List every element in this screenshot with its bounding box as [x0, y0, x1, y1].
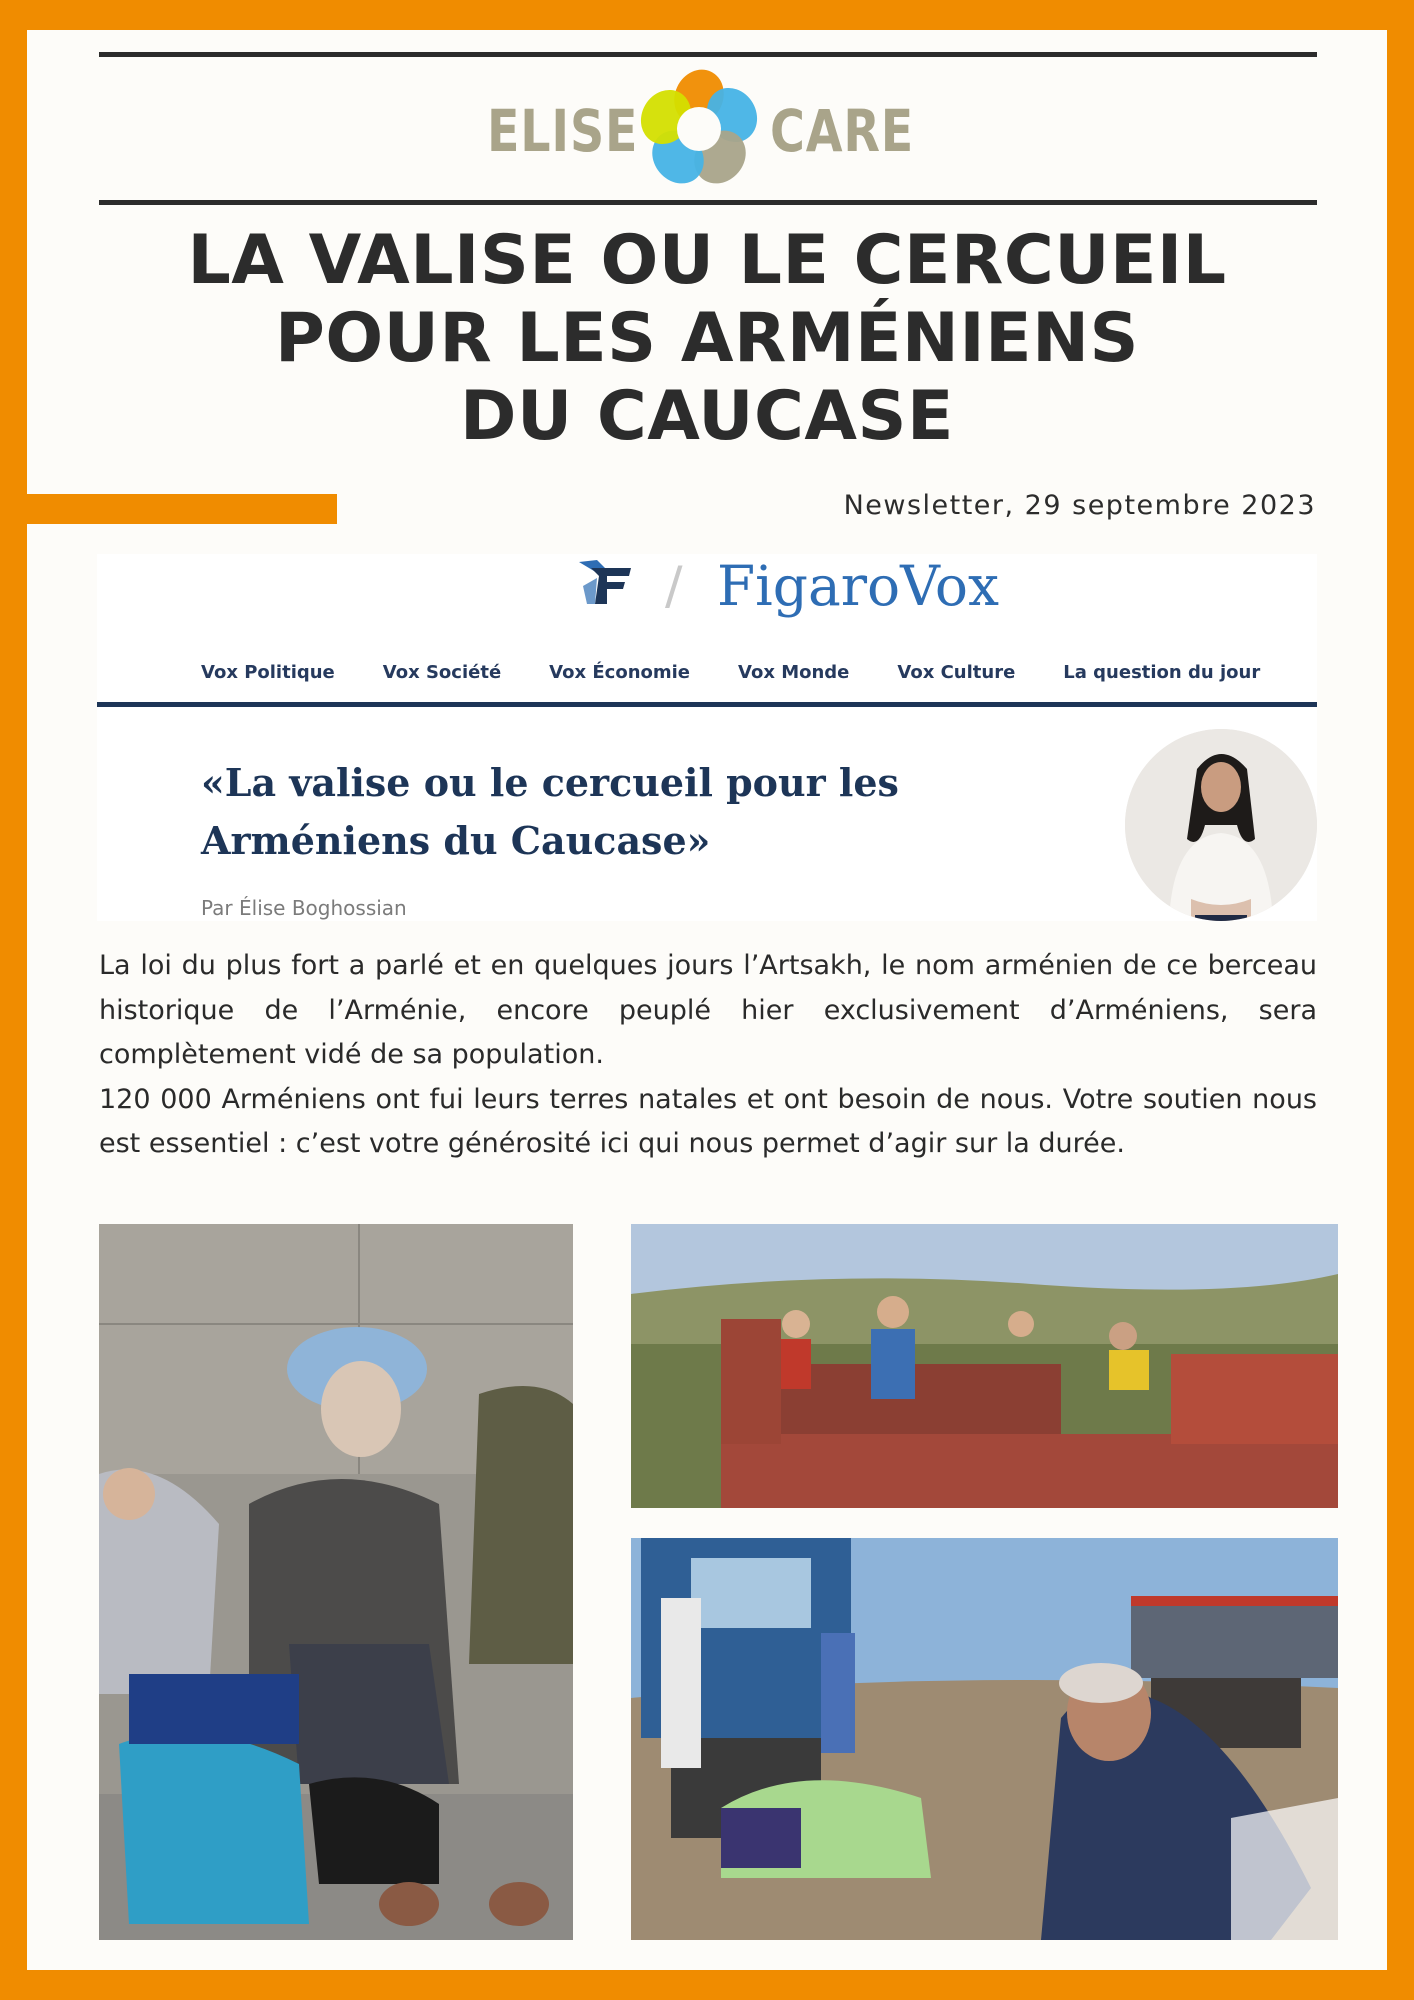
photo-elderly-woman	[99, 1224, 573, 1940]
photo-man-tractor	[631, 1538, 1338, 1940]
accent-bar	[27, 494, 337, 524]
headline-line: Arméniens du Caucase»	[201, 818, 711, 863]
figarovox-name: FigaroVox	[717, 554, 999, 618]
flower-logo-icon	[636, 67, 762, 189]
header-top-rule	[99, 52, 1317, 57]
elise-care-logo	[480, 63, 915, 193]
newsletter-date: Newsletter, 29 septembre 2023	[843, 490, 1316, 521]
nav-vox-economie[interactable]: Vox Économie	[549, 662, 691, 683]
man-tractor-illustration	[631, 1538, 1338, 1940]
body-paragraph: 120 000 Arméniens ont fui leurs terres natales et ont besoin de nous. Votre soutien nous est essentiel : c’est votre générosité ici qui nous permet d’agir sur la durée.	[99, 1083, 1317, 1159]
figarovox-nav	[201, 662, 1260, 683]
photo-children-truck	[631, 1224, 1338, 1508]
body-paragraph: La loi du plus fort a parlé et en quelques jours l’Artsakh, le nom arménien de ce berceau historique de l’Arménie, encore peuplé hier exclusivement d’Arméniens, sera complètement vidé de sa population.	[99, 950, 1317, 1070]
figarovox-article-card[interactable]	[97, 554, 1317, 921]
author-portrait-icon	[1125, 729, 1317, 921]
nav-vox-societe[interactable]: Vox Société	[382, 662, 502, 683]
title-line: POUR LES ARMÉNIENS	[275, 299, 1139, 378]
nav-question-du-jour[interactable]: La question du jour	[1063, 662, 1261, 683]
figaro-bird-icon	[577, 556, 637, 610]
title-line: LA VALISE OU LE CERCUEIL	[187, 221, 1227, 300]
header-bottom-rule	[99, 200, 1317, 205]
article-byline: Par Élise Boghossian	[201, 896, 407, 920]
logo-text-right: CARE	[770, 97, 915, 165]
figarovox-masthead	[577, 554, 1117, 632]
nav-vox-monde[interactable]: Vox Monde	[738, 662, 850, 683]
masthead-slash: /	[665, 556, 683, 616]
nav-vox-politique[interactable]: Vox Politique	[201, 662, 335, 683]
nav-vox-culture[interactable]: Vox Culture	[897, 662, 1016, 683]
article-body	[99, 944, 1317, 1167]
author-avatar	[1125, 729, 1317, 921]
elderly-woman-illustration	[99, 1224, 573, 1940]
article-headline[interactable]	[201, 754, 961, 870]
page-title	[0, 222, 1414, 456]
nav-underline	[97, 702, 1317, 707]
children-truck-illustration	[631, 1224, 1338, 1508]
headline-line: «La valise ou le cercueil pour les	[201, 760, 899, 805]
logo-text-left: ELISE	[487, 97, 639, 165]
title-line: DU CAUCASE	[460, 377, 954, 456]
